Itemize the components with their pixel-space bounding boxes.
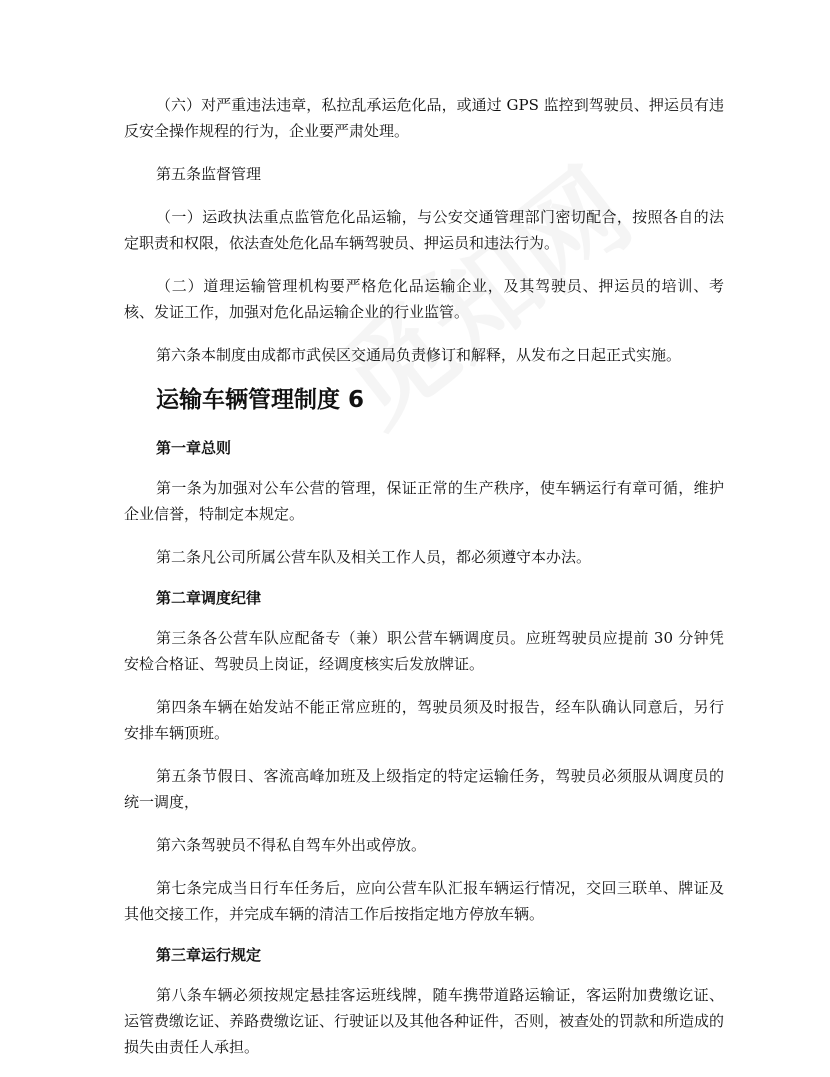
paragraph: 第五条节假日、客流高峰加班及上级指定的特定运输任务，驾驶员必须服从调度员的统一调度， xyxy=(124,767,724,811)
document-title: 运输车辆管理制度 6 xyxy=(156,387,365,413)
chapter-heading: 第一章总则 xyxy=(156,439,232,457)
chapter-heading: 第三章运行规定 xyxy=(156,946,262,964)
paragraph: 第四条车辆在始发站不能正常应班的，驾驶员须及时报告，经车队确认同意后，另行安排车辆顶班。 xyxy=(124,698,724,742)
paragraph: 第六条本制度由成都市武侯区交通局负责修订和解释，从发布之日起正式实施。 xyxy=(156,346,682,364)
paragraph: 第三条各公营车队应配备专（兼）职公营车辆调度员。应班驾驶员应提前 30 分钟凭安检合格证、驾驶员上岗证，经调度核实后发放牌证。 xyxy=(124,629,724,673)
paragraph: （六）对严重违法违章，私拉乱承运危化品，或通过 GPS 监控到驾驶员、押运员有违反安全操作规程的行为，企业要严肃处理。 xyxy=(124,96,724,140)
paragraph: 第七条完成当日行车任务后，应向公营车队汇报车辆运行情况，交回三联单、牌证及其他交接工作，并完成车辆的清洁工作后按指定地方停放车辆。 xyxy=(124,879,724,923)
paragraph: 第八条车辆必须按规定悬挂客运班线牌，随车携带道路运输证，客运附加费缴讫证、运管费缴讫证、养路费缴讫证、行驶证以及其他各种证件，否则，被查处的罚款和所造成的损失由责任人承担。 xyxy=(124,986,725,1056)
paragraph: 第二条凡公司所属公营车队及相关工作人员，都必须遵守本办法。 xyxy=(156,548,592,566)
paragraph: 第六条驾驶员不得私自驾车外出或停放。 xyxy=(156,836,427,854)
paragraph: 第一条为加强对公车公营的管理，保证正常的生产秩序，使车辆运行有章可循，维护企业信誉，特制定本规定。 xyxy=(124,479,724,523)
paragraph: （二）道理运输管理机构要严格危化品运输企业，及其驾驶员、押运员的培训、考核、发证工作，加强对危化品运输企业的行业监管。 xyxy=(124,277,724,321)
paragraph: （一）运政执法重点监管危化品运输，与公安交通管理部门密切配合，按照各自的法定职责和权限，依法查处危化品车辆驾驶员、押运员和违法行为。 xyxy=(124,208,724,252)
document-body xyxy=(124,92,724,1077)
article-heading: 第五条监督管理 xyxy=(156,165,262,183)
chapter-heading: 第二章调度纪律 xyxy=(156,589,262,607)
